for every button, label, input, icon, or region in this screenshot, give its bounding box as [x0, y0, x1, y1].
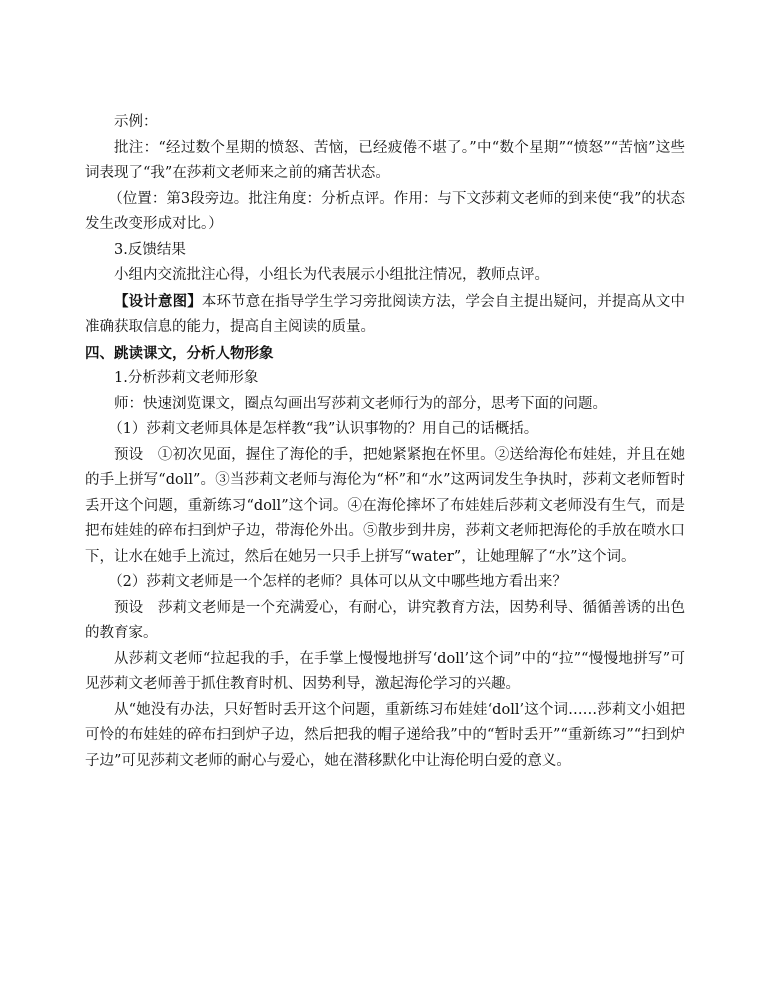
answer-1: 预设 ①初次见面，握住了海伦的手，把她紧紧抱在怀里。②送给海伦布娃娃，并且在她的手上拼写“doll”。③当莎莉文老师与海伦为“杯”和“水”这两词发生争执时，莎莉文老师暂时丢开这个问题，重新练习“doll”这个词。④在海伦摔坏了布娃娃后莎莉文老师没有生气，而是把布娃娃的碎布扫到炉子边，带海伦外出。⑤散步到井房，莎莉文老师把海伦的手放在喷水口下，让水在她手上流过，然后在她另一只手上拼写“water”，让她理解了“水”这个词。: [85, 446, 685, 565]
example-position: （位置：第3段旁边。批注角度：分析点评。作用：与下文莎莉文老师的到来使“我”的状态发生改变形成对比。）: [85, 190, 685, 232]
document-body: [85, 110, 685, 774]
example-label: 示例：: [114, 114, 158, 130]
analysis-paragraph-1: 从莎莉文老师“拉起我的手，在手掌上慢慢地拼写‘doll’这个词”中的“拉”“慢慢地拼写”可见莎莉文老师善于抓住教育时机、因势利导，激起海伦学习的兴趣。: [85, 650, 685, 692]
design-intent-label: 【设计意图】: [114, 292, 202, 310]
analysis-paragraph-2: 从“她没有办法，只好暂时丢开这个问题，重新练习布娃娃‘doll’这个词……莎莉文小姐把可怜的布娃娃的碎布扫到炉子边，然后把我的帽子递给我”中的“暂时丢开”“重新练习”“扫到炉子边”可见莎莉文老师的耐心与爱心，她在潜移默化中让海伦明白爱的意义。: [85, 701, 685, 769]
section-heading: 四、跳读课文，分析人物形象: [85, 344, 274, 362]
teacher-instruction: 师：快速浏览课文，圈点勾画出写莎莉文老师行为的部分，思考下面的问题。: [114, 395, 607, 412]
feedback-text: 小组内交流批注心得，小组长为代表展示小组批注情况，教师点评。: [114, 267, 549, 283]
question-1: （1）莎莉文老师具体是怎样教“我”认识事物的？用自己的话概括。: [108, 421, 539, 437]
subsection-heading: 1.分析莎莉文老师形象: [114, 370, 259, 386]
example-annotation: 批注：“经过数个星期的愤怒、苦恼，已经疲倦不堪了。”中“数个星期”“愤怒”“苦恼”这些词表现了“我”在莎莉文老师来之前的痛苦状态。: [85, 139, 685, 181]
question-2: （2）莎莉文老师是一个怎样的老师？具体可以从文中哪些地方看出来？: [108, 574, 567, 590]
answer-2: 预设 莎莉文老师是一个充满爱心，有耐心，讲究教育方法，因势利导、循循善诱的出色的教育家。: [85, 599, 685, 641]
feedback-heading: 3.反馈结果: [114, 241, 186, 258]
design-intent-paragraph: [85, 289, 685, 341]
design-intent-text: 本环节意在指导学生学习旁批阅读方法，学会自主提出疑问，并提高从文中准确获取信息的能力，提高自主阅读的质量。: [85, 293, 686, 335]
